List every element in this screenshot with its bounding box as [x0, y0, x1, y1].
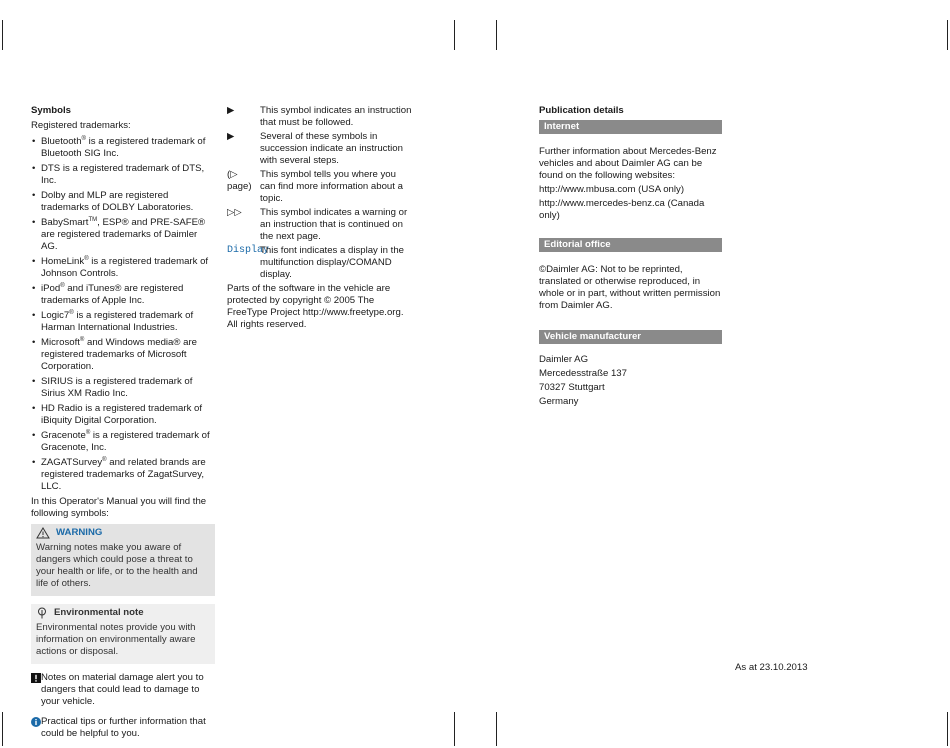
symbol-list	[227, 105, 412, 281]
leaf-icon	[36, 607, 48, 619]
right-column	[539, 105, 724, 410]
website-canada: http://www.mercedes-benz.ca (Canada only)	[539, 198, 705, 221]
trademark-item: • HD Radio is a registered trademark of iBiquity Digital Corporation.	[31, 403, 215, 427]
left-column	[31, 105, 215, 740]
symbol-row	[227, 169, 412, 205]
address-line: Mercedesstraße 137	[539, 368, 627, 379]
middle-column	[227, 105, 412, 331]
symbol-description: This symbol indicates a warning or an instruction that is continued on the next page.	[260, 207, 408, 242]
damage-note	[31, 672, 215, 708]
symbol-description: This font indicates a display in the multifunction display/COMAND display.	[260, 245, 404, 280]
trademark-item: • Dolby and MLP are registered trademarks of DOLBY Laboratories.	[31, 190, 215, 214]
symbol-glyph: ▶	[227, 131, 235, 142]
manufacturer-bar: Vehicle manufacturer	[539, 330, 722, 344]
crop-mark	[496, 712, 497, 746]
warning-triangle-icon	[36, 527, 50, 539]
symbol-glyph: Display	[227, 245, 270, 256]
address-line: Daimler AG	[539, 354, 589, 365]
symbol-row	[227, 131, 412, 167]
editorial-bar: Editorial office	[539, 238, 722, 252]
crop-mark	[2, 20, 3, 50]
warning-title: WARNING	[56, 527, 103, 538]
damage-text: Notes on material damage alert you to dangers that could lead to damage to your vehicle.	[41, 672, 204, 707]
symbol-description: This symbol indicates an instruction that must be followed.	[260, 105, 412, 128]
environmental-text: Environmental notes provide you with information on environmentally aware actions or disposal.	[36, 622, 196, 657]
symbol-row	[227, 245, 412, 281]
trademark-item: • Bluetooth® is a registered trademark of Bluetooth SIG Inc.	[31, 136, 215, 160]
editorial-text: ©Daimler AG: Not to be reprinted, translated or otherwise reproduced, in whole or in part, without written permission from Daimler AG.	[539, 264, 721, 311]
symbol-description: This symbol tells you where you can find more information about a topic.	[260, 169, 403, 204]
software-copyright-text: Parts of the software in the vehicle are protected by copyright © 2005 The FreeType Project http://www.freetype.org. All rights reserved.	[227, 283, 404, 330]
trademarks-intro: Registered trademarks:	[31, 120, 131, 131]
symbol-description: Several of these symbols in succession indicate an instruction with several steps.	[260, 131, 403, 166]
symbol-glyph: (▷ page)	[227, 169, 252, 192]
symbols-heading: Symbols	[31, 105, 71, 116]
trademark-item: • SIRIUS is a registered trademark of Sirius XM Radio Inc.	[31, 376, 215, 400]
trademark-item: • Microsoft® and Windows media® are registered trademarks of Microsoft Corporation.	[31, 337, 215, 373]
crop-mark	[454, 712, 455, 746]
trademark-item: • HomeLink® is a registered trademark of Johnson Controls.	[31, 256, 215, 280]
trademark-item: • Logic7® is a registered trademark of Harman International Industries.	[31, 310, 215, 334]
warning-text: Warning notes make you aware of dangers which could pose a threat to your health or life, or to the health and life of others.	[36, 542, 198, 589]
trademark-item: • Gracenote® is a registered trademark of Gracenote, Inc.	[31, 430, 215, 454]
trademark-item: • BabySmart™, ESP® and PRE-SAFE® are registered trademarks of Daimler AG.	[31, 217, 215, 253]
manual-symbols-text: In this Operator's Manual you will find the following symbols:	[31, 496, 207, 519]
environmental-box	[31, 604, 215, 664]
crop-mark	[496, 20, 497, 50]
crop-mark	[947, 20, 948, 50]
info-icon	[31, 717, 41, 727]
manufacturer-address	[539, 354, 724, 408]
address-line: 70327 Stuttgart	[539, 382, 605, 393]
symbol-row	[227, 105, 412, 129]
internet-text: Further information about Mercedes-Benz vehicles and about Daimler AG can be found on the following websites:	[539, 146, 717, 181]
publication-heading: Publication details	[539, 105, 624, 116]
symbol-glyph: ▷▷	[227, 207, 242, 218]
warning-box	[31, 524, 215, 596]
symbol-glyph: ▶	[227, 105, 235, 116]
as-at-date: As at 23.10.2013	[735, 662, 808, 673]
tips-note	[31, 716, 215, 740]
website-usa: http://www.mbusa.com (USA only)	[539, 184, 685, 195]
exclamation-icon	[31, 673, 41, 683]
trademark-item: • DTS is a registered trademark of DTS, Inc.	[31, 163, 215, 187]
tips-text: Practical tips or further information that could be helpful to you.	[41, 716, 206, 739]
internet-bar: Internet	[539, 120, 722, 134]
crop-mark	[947, 712, 948, 746]
crop-mark	[454, 20, 455, 50]
environmental-title: Environmental note	[54, 607, 144, 618]
trademark-item: • ZAGATSurvey® and related brands are registered trademarks of ZagatSurvey, LLC.	[31, 457, 215, 493]
crop-mark	[2, 712, 3, 746]
trademark-list	[31, 136, 215, 493]
symbol-row	[227, 207, 412, 243]
address-line: Germany	[539, 396, 579, 407]
trademark-item: • iPod® and iTunes® are registered trademarks of Apple Inc.	[31, 283, 215, 307]
